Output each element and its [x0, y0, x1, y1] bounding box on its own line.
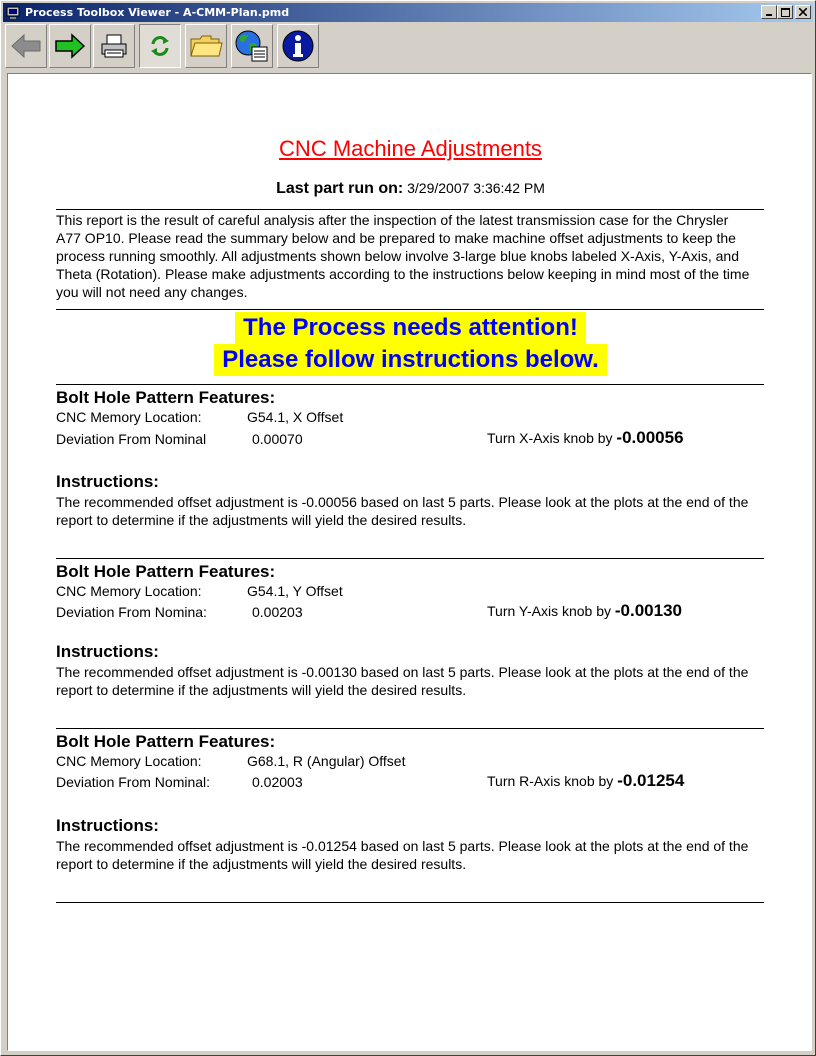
- printer-icon: [99, 32, 129, 60]
- memory-value: G54.1, Y Offset: [247, 583, 343, 599]
- knob-value: -0.01254: [617, 771, 685, 790]
- app-icon[interactable]: [5, 5, 21, 21]
- last-run-label: Last part run on:: [276, 180, 404, 197]
- toolbar: [3, 23, 813, 71]
- instructions-heading: Instructions:: [56, 472, 159, 491]
- memory-label: CNC Memory Location:: [56, 409, 202, 425]
- attention-text-1: The Process needs attention!: [235, 312, 586, 344]
- divider: [56, 902, 764, 903]
- info-button[interactable]: [277, 24, 319, 68]
- deviation-label: Deviation From Nominal: [56, 431, 207, 447]
- instructions-text: The recommended offset adjustment is -0.00056 based on last 5 parts. Please look at the plots at the end of the report to determine if the adjustments will yield the desired results.: [56, 494, 749, 528]
- last-run-value: 3/29/2007 3:36:42 PM: [407, 180, 545, 196]
- section-heading: Bolt Hole Pattern Features:: [56, 562, 276, 581]
- divider: [56, 728, 764, 729]
- instructions-heading: Instructions:: [56, 816, 159, 835]
- instructions-heading: Instructions:: [56, 642, 159, 661]
- intro-paragraph: This report is the result of careful analysis after the inspection of the latest transmission case for the Chrysler A77 OP10. Please read the summary below and be prepared to make machine offset adjustments to keep the process running smoothly. All adjustments shown below involve 3-large blue knobs labeled X-Axis, Y-Axis, and Theta (Rotation). Please make adjustments according to the instructions below keeping in mind most of the time you will not need any changes.: [56, 212, 750, 300]
- deviation-label: Deviation From Nominal:: [56, 774, 211, 790]
- attention-line-1: [8, 312, 812, 344]
- knob-value: -0.00056: [616, 428, 684, 447]
- knob-text: Turn Y-Axis knob by: [487, 603, 615, 619]
- section-heading: Bolt Hole Pattern Features:: [56, 388, 276, 407]
- print-button[interactable]: [93, 24, 135, 68]
- knob-value: -0.00130: [614, 601, 683, 620]
- memory-value: G68.1, R (Angular) Offset: [247, 753, 406, 769]
- forward-button[interactable]: [49, 24, 91, 68]
- instructions-text: The recommended offset adjustment is -0.00130 based on last 5 parts. Please look at the plots at the end of the report to determine if the adjustments will yield the desired results.: [56, 664, 749, 698]
- window-title: Process Toolbox Viewer - A-CMM-Plan.pmd: [25, 6, 290, 19]
- title-bar[interactable]: [3, 3, 813, 22]
- attention-text-2: Please follow instructions below.: [214, 344, 607, 376]
- maximize-button[interactable]: [777, 5, 793, 19]
- open-button[interactable]: [185, 24, 227, 68]
- knob-instruction: [487, 601, 682, 621]
- report-title: CNC Machine Adjustments: [279, 136, 542, 161]
- divider: [56, 309, 764, 310]
- divider: [56, 558, 764, 559]
- divider: [56, 209, 764, 210]
- deviation-value: 0.02003: [252, 774, 303, 790]
- minimize-icon: [765, 8, 773, 16]
- back-arrow-icon: [9, 31, 43, 61]
- forward-arrow-icon: [53, 31, 87, 61]
- close-icon: [799, 8, 807, 16]
- info-icon: [281, 29, 315, 63]
- refresh-icon: [147, 33, 173, 59]
- knob-instruction: [487, 428, 684, 448]
- knob-instruction: [487, 771, 684, 791]
- close-button[interactable]: [795, 5, 811, 19]
- folder-icon: [189, 32, 223, 60]
- back-button[interactable]: [5, 24, 47, 68]
- memory-label: CNC Memory Location:: [56, 753, 202, 769]
- refresh-button[interactable]: [139, 24, 181, 68]
- deviation-value: 0.00070: [252, 431, 303, 447]
- last-run: [8, 180, 812, 198]
- memory-label: CNC Memory Location:: [56, 583, 202, 599]
- memory-value: G54.1, X Offset: [247, 409, 344, 425]
- minimize-button[interactable]: [761, 5, 777, 19]
- instructions-text: The recommended offset adjustment is -0.01254 based on last 5 parts. Please look at the plots at the end of the report to determine if the adjustments will yield the desired results.: [56, 838, 749, 872]
- maximize-icon: [781, 8, 790, 17]
- knob-text: Turn X-Axis knob by: [487, 430, 617, 446]
- divider: [56, 384, 764, 385]
- globe-document-icon: [234, 29, 270, 63]
- attention-line-2: [8, 344, 812, 376]
- report-view[interactable]: [7, 73, 812, 1051]
- section-heading: Bolt Hole Pattern Features:: [56, 732, 276, 751]
- deviation-value: 0.00203: [252, 604, 303, 620]
- knob-text: Turn R-Axis knob by: [487, 773, 618, 789]
- deviation-label: Deviation From Nomina:: [56, 604, 207, 620]
- web-button[interactable]: [231, 24, 273, 68]
